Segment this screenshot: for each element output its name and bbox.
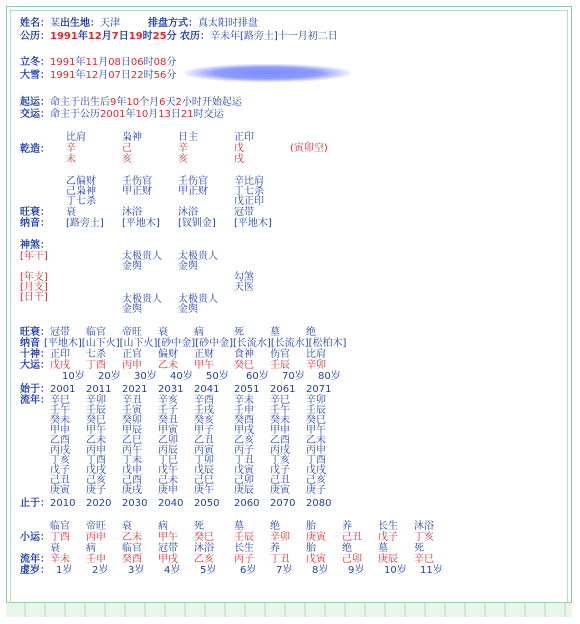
dayun-nayin: [平地木][山下火][山下火][砂中金][砂中金][长流水][长流水][松柏木]	[44, 338, 347, 349]
liunian-cell: 乙巳	[122, 435, 142, 446]
xiaoyun-pillar: 丁亥	[414, 532, 434, 543]
dayun-wangshuai: 绝	[306, 327, 316, 338]
liunian-cell: 戊戌	[306, 465, 326, 476]
liunian-cell: 己卯	[234, 475, 254, 486]
liunian-cell: 丁酉	[306, 455, 326, 466]
xiaoyun-liunian: 丙子	[234, 554, 254, 565]
dayun-wangshuai: 冠带	[50, 327, 70, 338]
shensha-item: 太极贵人	[122, 251, 162, 262]
xiaoyun-pillar: 戊子	[378, 532, 398, 543]
shensha-label: 神煞：	[20, 240, 50, 251]
hidden-stem: 己枭神	[66, 186, 96, 197]
dayun-age: 40岁	[170, 371, 193, 382]
start-year: 2001	[50, 384, 76, 395]
liunian-cell: 辛巳	[50, 395, 70, 406]
xiaoyun-liunian: 辛巳	[414, 554, 434, 565]
liunian-cell: 庚戌	[122, 485, 142, 496]
wangshuai-value: 沐浴	[122, 207, 142, 218]
nayin-value: [路旁土]	[66, 218, 104, 229]
header-line-2: 公历：1991年12月7日19时25分 农历：辛未年[路旁土]十一月初二日	[20, 31, 338, 42]
end-year: 2060	[234, 498, 260, 509]
shensha-year-label: [年干]	[20, 251, 48, 262]
liunian-cell: 壬午	[270, 405, 290, 416]
liunian-cell: 戊寅	[234, 465, 254, 476]
liunian-cell: 庚寅	[270, 485, 290, 496]
xiaoyun-bottom: 病	[86, 543, 96, 554]
pillar-zhi: 戌	[234, 154, 244, 165]
xiaoyun-top: 养	[342, 521, 352, 532]
dayun-age: 80岁	[318, 371, 341, 382]
liunian-cell: 乙酉	[50, 435, 70, 446]
liunian-cell: 丙戌	[50, 445, 70, 456]
xusui-value: 11岁	[420, 565, 443, 576]
pillar-zhi: 亥	[178, 154, 188, 165]
hidden-stem: 壬伤官	[122, 176, 152, 187]
wangshuai-label: 旺衰：	[20, 207, 50, 218]
liunian-cell: 己亥	[306, 475, 326, 486]
wangshuai-value: 沐浴	[178, 207, 198, 218]
xiaoyun-top: 墓	[234, 521, 244, 532]
kong-note: (寅卯空)	[290, 143, 328, 154]
liunian-cell: 壬子	[158, 405, 178, 416]
liunian-cell: 辛未	[234, 395, 254, 406]
xiaoyun-liunian: 丁丑	[270, 554, 290, 565]
shensha-pillar-label: [年支]	[20, 272, 48, 283]
liunian-cell: 癸酉	[234, 415, 254, 426]
dayun-pillar: 乙未	[158, 360, 178, 371]
dayun-age: 50岁	[206, 371, 229, 382]
xiaoyun-bottom: 长生	[234, 543, 254, 554]
liunian-cell: 癸巳	[306, 415, 326, 426]
liunian-cell: 戊辰	[194, 465, 214, 476]
xiaoyun-bottom: 临官	[122, 543, 142, 554]
liunian-cell: 丙申	[86, 445, 106, 456]
liunian-cell: 乙亥	[234, 435, 254, 446]
xiaoyun-pillar: 癸巳	[194, 532, 214, 543]
dayun-shishen: 正官	[122, 349, 142, 360]
xiaoyun-liunian: 癸酉	[122, 554, 142, 565]
nayin-label: 纳音：	[20, 218, 50, 229]
dayun-age: 10岁	[62, 371, 85, 382]
wangshuai-value: 冠带	[234, 207, 254, 218]
xiaoyun-top: 绝	[270, 521, 280, 532]
nayin-value: [平地木]	[122, 218, 160, 229]
pillar-gan: 辛	[178, 143, 188, 154]
xiaoyun-pillar: 己丑	[342, 532, 362, 543]
end-label: 止于：	[20, 498, 50, 509]
liunian-cell: 辛卯	[306, 395, 326, 406]
shensha-item: 太极贵人	[122, 294, 162, 305]
start-year: 2071	[306, 384, 332, 395]
xiaoyun-liunian-label: 流年：	[20, 554, 50, 565]
start-year: 2051	[234, 384, 260, 395]
dayun-shishen: 偏财	[158, 349, 178, 360]
liunian-cell: 庚子	[86, 485, 106, 496]
solar-term-daxue: 大雪：1991年12月07日22时56分	[20, 70, 177, 81]
pillar-shishen: 比肩	[66, 132, 86, 143]
liunian-cell: 丙辰	[158, 445, 178, 456]
xusui-value: 10岁	[384, 565, 407, 576]
shensha-item: 金舆	[122, 304, 142, 315]
liunian-cell: 戊午	[158, 465, 178, 476]
liunian-cell: 癸丑	[158, 415, 178, 426]
dayun-wangshuai-label: 旺衰：	[20, 327, 50, 338]
xiaoyun-liunian: 戊寅	[306, 554, 326, 565]
xiaoyun-pillar: 壬辰	[234, 532, 254, 543]
nayin-value: [钗钏金]	[178, 218, 216, 229]
hidden-stem: 丁七杀	[66, 196, 96, 207]
liunian-cell: 壬寅	[122, 405, 142, 416]
dayun-age: 30岁	[134, 371, 157, 382]
shensha-item: 金舆	[178, 304, 198, 315]
name-value: 某	[50, 18, 60, 29]
liunian-cell: 辛丑	[122, 395, 142, 406]
xiaoyun-top: 死	[194, 521, 204, 532]
xiaoyun-pillar: 丁酉	[50, 532, 70, 543]
liunian-cell: 辛亥	[158, 395, 178, 406]
xiaoyun-top: 帝旺	[86, 521, 106, 532]
xusui-value: 2岁	[92, 565, 109, 576]
liunian-cell: 庚辰	[234, 485, 254, 496]
dayun-nayin-label: 纳音	[20, 338, 40, 349]
liunian-cell: 甲子	[194, 425, 214, 436]
xusui-value: 7岁	[276, 565, 293, 576]
xiaoyun-bottom: 沐浴	[194, 543, 214, 554]
liunian-cell: 壬午	[50, 405, 70, 416]
liunian-cell: 乙未	[86, 435, 106, 446]
liunian-cell: 戊子	[270, 465, 290, 476]
liunian-cell: 癸巳	[86, 415, 106, 426]
shensha-item: 勾煞	[234, 272, 254, 283]
liunian-cell: 壬辰	[86, 405, 106, 416]
liunian-cell: 甲寅	[158, 425, 178, 436]
shensha-item: 太极贵人	[178, 251, 218, 262]
xiaoyun-bottom: 养	[270, 543, 280, 554]
dayun-pillar: 丙申	[122, 360, 142, 371]
qiyun-line: 起运：命主于出生后9年10个月6天2小时开始起运	[20, 97, 242, 108]
dayun-wangshuai: 墓	[270, 327, 280, 338]
header-line-1: 姓名：某 出生地：天津 排盘方式：真太阳时排盘	[20, 18, 258, 29]
liunian-cell: 庚午	[194, 485, 214, 496]
lunar-value: 辛未年[路旁土]十一月初二日	[210, 31, 338, 42]
shensha-item: 天医	[234, 282, 254, 293]
pillar-zhi: 未	[66, 154, 76, 165]
liunian-cell: 己丑	[50, 475, 70, 486]
start-label: 始于：	[20, 384, 50, 395]
liunian-label: 流年：	[20, 395, 50, 406]
liunian-cell: 丁亥	[50, 455, 70, 466]
xusui-value: 4岁	[164, 565, 181, 576]
dayun-shishen: 比肩	[306, 349, 326, 360]
liunian-cell: 甲申	[50, 425, 70, 436]
dayun-pillar: 辛卯	[306, 360, 326, 371]
liunian-cell: 丙午	[122, 445, 142, 456]
liunian-cell: 丁丑	[234, 455, 254, 466]
hidden-stem: 乙偏财	[66, 176, 96, 187]
dayun-wangshuai: 衰	[158, 327, 168, 338]
xiaoyun-liunian: 辛未	[50, 554, 70, 565]
liunian-cell: 戊申	[122, 465, 142, 476]
liunian-cell: 己亥	[86, 475, 106, 486]
dayun-shishen: 七杀	[86, 349, 106, 360]
liunian-cell: 辛卯	[86, 395, 106, 406]
start-year: 2011	[86, 384, 112, 395]
xiaoyun-top: 临官	[50, 521, 70, 532]
dayun-shishen: 正财	[194, 349, 214, 360]
dayun-shishen: 伤官	[270, 349, 290, 360]
dayun-wangshuai: 病	[194, 327, 204, 338]
pillar-shishen: 枭神	[122, 132, 142, 143]
end-year: 2050	[194, 498, 220, 509]
start-year: 2041	[194, 384, 220, 395]
dayun-shishen-label: 十神：	[20, 349, 50, 360]
dayun-age: 70岁	[282, 371, 305, 382]
liunian-cell: 丁巳	[158, 455, 178, 466]
dayun-wangshuai: 临官	[86, 327, 106, 338]
decorative-border	[6, 602, 572, 617]
liunian-cell: 己丑	[270, 475, 290, 486]
shensha-item: 金舆	[122, 261, 142, 272]
chart-content	[20, 14, 560, 599]
end-year: 2030	[122, 498, 148, 509]
liunian-cell: 甲戌	[234, 425, 254, 436]
liunian-cell: 庚申	[158, 485, 178, 496]
hidden-stem: 戊正印	[234, 196, 264, 207]
xiaoyun-liunian: 壬申	[86, 554, 106, 565]
liunian-cell: 癸亥	[194, 415, 214, 426]
nayin-value: [平地木]	[234, 218, 272, 229]
pillar-shishen: 正印	[234, 132, 254, 143]
xiaoyun-top: 病	[158, 521, 168, 532]
liunian-cell: 甲午	[86, 425, 106, 436]
hidden-stem: 辛比肩	[234, 176, 264, 187]
xiaoyun-bottom: 墓	[378, 543, 388, 554]
shensha-pillar-label: [月支]	[20, 282, 48, 293]
xiaoyun-top: 胎	[306, 521, 316, 532]
xiaoyun-pillar: 甲午	[158, 532, 178, 543]
liunian-cell: 己酉	[122, 475, 142, 486]
liunian-cell: 癸未	[270, 415, 290, 426]
xiaoyun-bottom: 冠带	[158, 543, 178, 554]
wangshuai-value: 衰	[66, 207, 76, 218]
liunian-cell: 甲辰	[122, 425, 142, 436]
liunian-cell: 庚子	[306, 485, 326, 496]
birthplace-value: 天津	[100, 18, 120, 29]
shensha-item: 太极贵人	[178, 294, 218, 305]
liunian-cell: 丁亥	[270, 455, 290, 466]
xusui-label: 虚岁：	[20, 565, 50, 576]
liunian-cell: 丁未	[122, 455, 142, 466]
redaction-blur	[185, 64, 350, 82]
hidden-stem: 甲正财	[178, 186, 208, 197]
liunian-cell: 乙酉	[270, 435, 290, 446]
dayun-pillar: 甲午	[194, 360, 214, 371]
liunian-cell: 丙申	[306, 445, 326, 456]
dayun-label: 大运：	[20, 360, 50, 371]
xiaoyun-bottom: 衰	[50, 543, 60, 554]
pillar-zhi: 亥	[122, 154, 132, 165]
xiaoyun-pillar: 庚寅	[306, 532, 326, 543]
xiaoyun-liunian: 乙亥	[194, 554, 214, 565]
shensha-pillar-label: [日干]	[20, 292, 48, 303]
liunian-cell: 乙卯	[158, 435, 178, 446]
liunian-cell: 丙戌	[270, 445, 290, 456]
xiaoyun-top: 沐浴	[414, 521, 434, 532]
dayun-shishen: 食神	[234, 349, 254, 360]
dayun-pillar: 壬辰	[270, 360, 290, 371]
dayun-pillar: 戊戌	[50, 360, 70, 371]
liunian-cell: 丙子	[234, 445, 254, 456]
liunian-cell: 壬辰	[306, 405, 326, 416]
liunian-cell: 壬申	[234, 405, 254, 416]
liunian-cell: 己未	[158, 475, 178, 486]
xiaoyun-liunian: 甲戌	[158, 554, 178, 565]
liunian-cell: 辛酉	[194, 395, 214, 406]
xiaoyun-pillar: 乙未	[122, 532, 142, 543]
jiaoyun-line: 交运：命主于公历2001年10月13日21时交运	[20, 109, 224, 120]
xusui-value: 3岁	[128, 565, 145, 576]
xiaoyun-liunian: 己卯	[342, 554, 362, 565]
shensha-item: 金舆	[178, 261, 198, 272]
dayun-pillar: 癸巳	[234, 360, 254, 371]
pillar-gan: 戊	[234, 143, 244, 154]
xusui-value: 1岁	[56, 565, 73, 576]
start-year: 2021	[122, 384, 148, 395]
liunian-cell: 戊戌	[86, 465, 106, 476]
hidden-stem: 丁七杀	[234, 186, 264, 197]
end-year: 2070	[270, 498, 296, 509]
liunian-cell: 丁卯	[194, 455, 214, 466]
liunian-cell: 庚寅	[50, 485, 70, 496]
liunian-cell: 丙寅	[194, 445, 214, 456]
qianzao-label: 乾造：	[20, 144, 50, 155]
liunian-cell: 丁酉	[86, 455, 106, 466]
method-value: 真太阳时排盘	[198, 18, 258, 29]
liunian-cell: 甲午	[306, 425, 326, 436]
xusui-value: 6岁	[240, 565, 257, 576]
liunian-cell: 乙丑	[194, 435, 214, 446]
solar-term-lidong: 立冬：1991年11月08日06时08分	[20, 57, 177, 68]
xiaoyun-bottom: 死	[414, 543, 424, 554]
xiaoyun-bottom: 绝	[342, 543, 352, 554]
hidden-stem: 壬伤官	[178, 176, 208, 187]
dayun-wangshuai: 死	[234, 327, 244, 338]
xusui-value: 8岁	[312, 565, 329, 576]
xiaoyun-liunian: 庚辰	[378, 554, 398, 565]
pillar-shishen: 日主	[178, 132, 198, 143]
end-year: 2010	[50, 498, 76, 509]
xusui-value: 5岁	[200, 565, 217, 576]
liunian-cell: 戊子	[50, 465, 70, 476]
dayun-pillar: 丁酉	[86, 360, 106, 371]
liunian-cell: 己巳	[194, 475, 214, 486]
dayun-age: 20岁	[98, 371, 121, 382]
liunian-cell: 癸未	[50, 415, 70, 426]
liunian-cell: 癸卯	[122, 415, 142, 426]
dayun-shishen: 正印	[50, 349, 70, 360]
xiaoyun-bottom: 胎	[306, 543, 316, 554]
hidden-stem: 甲正财	[122, 186, 152, 197]
xiaoyun-top: 衰	[122, 521, 132, 532]
xiaoyun-pillar: 辛卯	[270, 532, 290, 543]
start-year: 2061	[270, 384, 296, 395]
xusui-value: 9岁	[348, 565, 365, 576]
end-year: 2020	[86, 498, 112, 509]
end-year: 2080	[306, 498, 332, 509]
pillar-gan: 己	[122, 143, 132, 154]
liunian-cell: 辛巳	[270, 395, 290, 406]
xiaoyun-pillar: 丙申	[86, 532, 106, 543]
pillar-gan: 辛	[66, 143, 76, 154]
dayun-age: 60岁	[246, 371, 269, 382]
end-year: 2040	[158, 498, 184, 509]
xiaoyun-top: 长生	[378, 521, 398, 532]
liunian-cell: 乙未	[306, 435, 326, 446]
xiaoyun-label: 小运：	[20, 532, 50, 543]
start-year: 2031	[158, 384, 184, 395]
liunian-cell: 壬戌	[194, 405, 214, 416]
dayun-wangshuai: 帝旺	[122, 327, 142, 338]
liunian-cell: 甲申	[270, 425, 290, 436]
